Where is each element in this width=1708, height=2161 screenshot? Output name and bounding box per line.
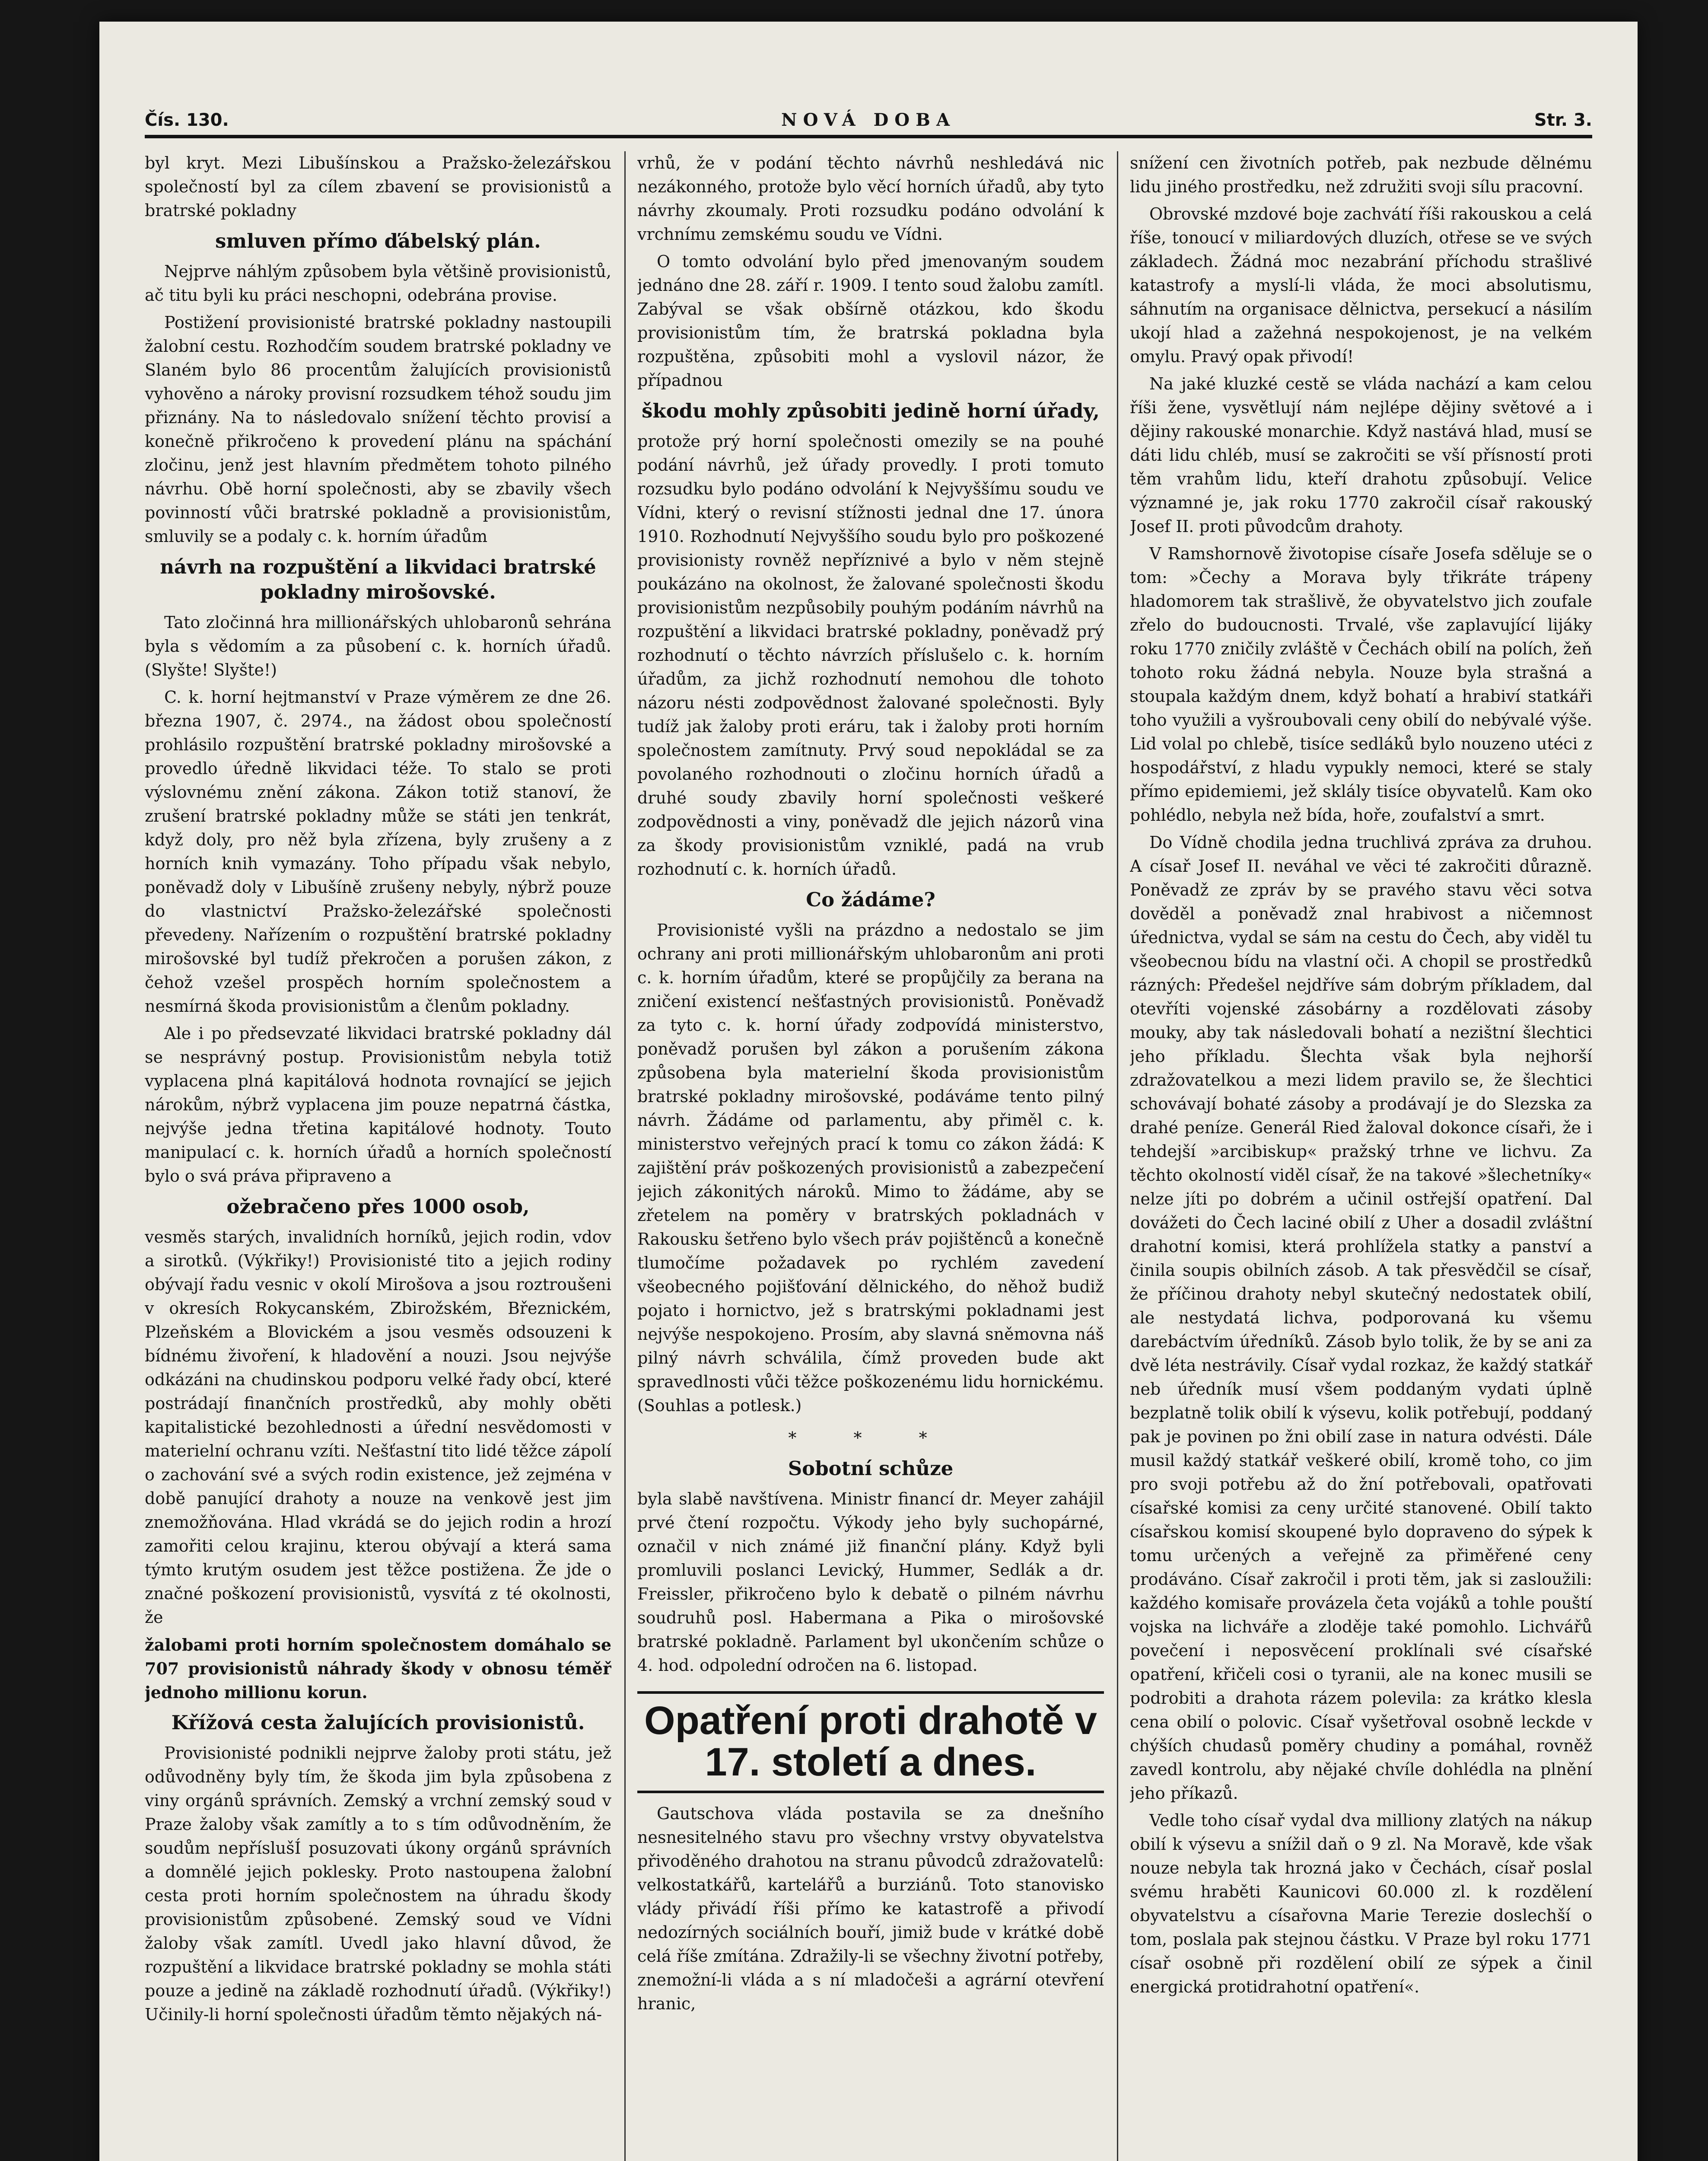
paragraph: Na jaké kluzké cestě se vláda nachází a kam celou říši žene, vysvětlují nám nejlépe dějiny světové a i dějiny rakouské monarchie. Když nastává hlad, musí se dáti lidu chléb, musí se zakročiti se vší přísností proti těm vrahům lidu, kteří drahotu způsobují. Velice významné je, jak roku 1770 zakročil císař rakouský Josef II. proti původcům drahoty. xyxy=(1130,374,1592,536)
paragraph: byla slabě navštívena. Ministr financí dr. Meyer zahájil prvé čtení rozpočtu. Výkody jeho byly suchopárné, označil v nich známé již finanční plány. Když byli promluvili poslanci Levický, Hummer, Sedlák a dr. Freissler, přikročeno bylo k debatě o pilném návrhu soudruhů posl. Habermana a Pika o mirošovské bratrské pokladně. Parlament byl ukončením schůze o 4. hod. odpolední odročen na 6. listopad. xyxy=(637,1489,1104,1675)
paragraph: Vedle toho císař vydal dva milliony zlatých na nákup obilí k výsevu a snížil daň o 9 zl. Na Moravě, kde však nouze nebyla tak hrozná jako v Čechách, císař poslal svému hraběti Kaunicovi 60.000 zl. k rozdělení obyvatelstvu a císařovna Marie Terezie doslechší o tom, poslala pak stejnou částku. V Praze byl roku 1771 císař osobně při rozdělení obilí ze sýpek a činil energická protidrahotní opatření«. xyxy=(1130,1811,1592,1996)
subheading: škodu mohly způsobiti jedině horní úřady, xyxy=(642,399,1100,422)
paragraph: Postižení provisionisté bratrské pokladny nastoupili žalobní cestu. Rozhodčím soudem bratrské pokladny ve Slaném bylo 86 procentům žalujících provisionistů vyhověno a nároky provisní rozsudkem téhož soudu jim přiznány. Na to následovalo snížení těchto provisí a konečně přikročeno k provedení plánu na spáchání zločinu, jenž jest hlavním předmětem tohoto pilného návrhu. Obě horní společnosti, aby se zbavily všech povinností vůči bratrské pokladně a provisionistům, smluvily se a podaly c. k. horním úřadům xyxy=(145,313,611,546)
column-divider xyxy=(624,151,626,2161)
issue-number: Čís. 130. xyxy=(145,110,229,130)
paragraph: Ale i po předsevzaté likvidaci bratrské pokladny dál se nesprávný postup. Provisionistům nebyla totiž vyplacena plná kapitálová hodnota rovnající se jejich nárokům, nýbrž vyplacena jim pouze nepatrná částka, nejvýše jedna třetina kapitálové hodnoty. Touto manipulací c. k. horních úřadů a horních společností bylo o svá práva připraveno a xyxy=(145,1024,611,1186)
page-header xyxy=(145,102,1592,136)
subheading: Co žádáme? xyxy=(806,888,935,911)
paragraph: snížení cen životních potřeb, pak nezbude dělnému lidu jiného prostředku, než združiti svoji sílu pracovní. xyxy=(1130,153,1592,196)
newspaper-page xyxy=(99,22,1638,2161)
paragraph: vrhů, že v podání těchto návrhů neshledává nic nezákonného, protože bylo věcí horních úřadů, aby tyto návrhy zkoumaly. Proti rozsudku podáno odvolání k vrchnímu zemskému soudu ve Vídni. xyxy=(637,153,1104,244)
paragraph: vesměs starých, invalidních horníků, jejich rodin, vdov a sirotků. (Výkřiky!) Provisionisté tito a jejich rodiny obývají řadu vesnic v okolí Mirošova a jsou roztroušeni v okresích Rokycanském, Zbirožském, Březnickém, Plzeňském a Blovickém a jsou vesměs odsouzeni k bídnému živoření, k hladovění a nouzi. Jsou nejvýše odkázáni na chudinskou podporu velké řady obcí, které postrádají finančních prostředků, aby mohly oběti kapitalistické bezohlednosti a úřední nesvědomosti v materielní ochranu vzíti. Nešťastní tito lidé těžce zápolí o zachování své a svých rodin existence, jež zejména v době panující drahoty a nouze na venkově jest jim znemožňována. Hlad vkrádá se do jejich rodin a hrozí zamořiti celou krajinu, kterou obývají a která sama týmto krutým osudem jest těžce postižena. Že jde o značné poškození provisionistů, vysvítá z té okolnosti, že xyxy=(145,1227,611,1627)
page-number: Str. 3. xyxy=(1534,110,1592,130)
article-headline: Opatření proti drahotě v 17. století a dnes. xyxy=(637,1691,1104,1793)
column-1 xyxy=(145,151,611,2161)
subheading: Křížová cesta žalujících provisionistů. xyxy=(171,1711,585,1734)
column-divider xyxy=(1117,151,1118,2161)
header-rule xyxy=(145,135,1592,138)
column-2 xyxy=(637,151,1104,2161)
paragraph: V Ramshornově životopise císaře Josefa sděluje se o tom: »Čechy a Morava byly třikráte trápeny hladomorem tak strašlivě, že obyvatelstvo jich zoufale zřelo do budoucnosti. Trvalé, vše zaplavující lijáky roku 1770 zničily zvláště v Čechách obilí na polích, žeň tohoto roku žádná nebyla. Nouze byla strašná a stoupala každým dnem, když bohatí a hrabiví statkáři toho využili a vyšroubovali ceny obilí do nebývalé výše. Lid volal po chlebě, tisíce sedláků bylo nouzeno utéci z hospodářství, z hladu vypukly nemoci, které se staly přímo epidemiemi, jež sklály tisíce obyvatelů. Kam oko pohlédlo, nebyla než bída, hoře, zoufalství a smrt. xyxy=(1130,544,1592,825)
paragraph: Nejprve náhlým způsobem byla většině provisionistů, ač titu byli ku práci neschopni, odebrána provise. xyxy=(145,262,611,305)
paragraph: Provisionisté podnikli nejprve žaloby proti státu, jež odůvodněny byly tím, že škoda jim byla způsobena z viny orgánů správních. Zemský a vrchní zemský soud v Praze žaloby však zamítly a to s tím odůvodněním, že soudům nepříslušÍ posuzovati úkony orgánů správních a domnělé jejich poklesky. Proto nastoupena žalobní cesta proti horním společnostem na úhradu škody provisionistům způsobené. Zemský soud ve Vídni žaloby však zamítl. Uvedl jako hlavní důvod, že rozpuštění a likvidace bratrské pokladny se mohla státi pouze a jedině na základě rozhodnutí úřadů. (Výkřiky!) Učinily-li horní společnosti úřadům těmto nějakých ná- xyxy=(145,1743,611,2024)
subheading: ožebračeno přes 1000 osob, xyxy=(226,1195,530,1218)
subheading: Sobotní schůze xyxy=(788,1457,954,1480)
paragraph: Provisionisté vyšli na prázdno a nedostalo se jim ochrany ani proti millionářským uhlobaronům ani proti c. k. horním úřadům, které se propůjčily za berana na zničení existencí nešťastných provisionistů. Poněvadž za tyto c. k. horní úřady zodpovídá ministerstvo, poněvadž porušen byl zákon a porušením zákona způsobena byla materielní škoda provisionistům bratrské pokladny mirošovské, podáváme tento pilný návrh. Žádáme od parlamentu, aby přiměl c. k. ministerstvo veřejných prací k tomu co zákon žádá: K zajištění práv poškozených provisionistů a zabezpečení jejich zákonitých nároků. Mimo to žádáme, aby se zřetelem na poměry v bratrských pokladnách v Rakousku šetřeno bylo všech práv pojištěnců a konečně tlumočíme požadavek po rychlém zavedení všeobecného pojišťování dělnického, do něhož budiž pojato i hornictvo, jež s bratrskými pokladnami jest nejvýše nespokojeno. Prosím, aby slavná sněmovna náš pilný návrh schválila, čímž proveden bude akt spravedlnosti vůči těžce poškozenému lidu hornickému. (Souhlas a potlesk.) xyxy=(637,921,1104,1415)
subheading: návrh na rozpuštění a likvidaci bratrské pokladny mirošovské. xyxy=(160,555,596,603)
paragraph: protože prý horní společnosti omezily se na pouhé podání návrhů, jež úřady provedly. I proti tomuto rozsudku bylo podáno odvolání k Nejvyššímu soudu ve Vídni, který o revisní stížnosti jednal dne 17. února 1910. Rozhodnutí Nejvyššího soudu bylo pro poškozené provisionisty rovněž nepříznivé a bylo v něm stejně poukázáno na okolnost, že žalované společnosti škodu provisionistům nezpůsobily pouhým podáním návrhů na rozpuštění a likvidaci bratrské pokladny, poněvadž prý rozhodnutí o těchto návrzích příslušelo c. k. horním úřadům, za jichž rozhodnutí nemohou dle tohoto názoru nésti zodpovědnost žalované společnosti. Byly tudíž jak žaloby proti eráru, tak i žaloby proti horním společnostem zamítnuty. Prvý soud nepokládal se za povolaného rozhodnouti o zločinu horních úřadů a druhé soudy zbavily horní společnosti veškeré zodpovědnosti a viny, poněvadž dle jejich názorů vina za škody provisionistům vzniklé, padá na vrub rozhodnutí c. k. horních úřadů. xyxy=(637,432,1104,879)
section-separator: * * * xyxy=(788,1428,953,1447)
paragraph: C. k. horní hejtmanství v Praze výměrem ze dne 26. března 1907, č. 2974., na žádost obou společností prohlásilo rozpuštění bratrské pokladny mirošovské a provedlo úředně likvidaci téže. To stalo se proti výslovnému znění zákona. Zákon totiž stanoví, že zrušení bratrské pokladny může se státi jen tenkrát, když doly, pro něž byla zřízena, byly zrušeny a z horních knih vymazány. Toho případu však nebylo, poněvadž doly v Libušíně zrušeny nebyly, nýbrž pouze do vlastnictví Pražsko-železářské společnosti převedeny. Nařízením o rozpuštění bratrské pokladny mirošovské byl tudíž překročen a porušen zákon, z čehož vzešel prospěch horním společnostem a nesmírná škoda provisionistům a členům pokladny. xyxy=(145,688,611,1016)
paragraph: O tomto odvolání bylo před jmenovaným soudem jednáno dne 28. září r. 1909. I tento soud žalobu zamítl. Zabýval se však obšírně otázkou, kdo škodu provisionistům tím, že bratrská pokladna byla rozpuštěna, způsobiti mohl a vyslovil názor, že případnou xyxy=(637,252,1104,390)
subheading: smluven přímo ďábelský plán. xyxy=(215,229,541,252)
paragraph: byl kryt. Mezi Libušínskou a Pražsko-železářskou společností byl za cílem zbavení se provisionistů a bratrské pokladny xyxy=(145,153,611,220)
paragraph: Tato zločinná hra millionářských uhlobaronů sehrána byla s vědomím a za působení c. k. horních úřadů. (Slyšte! Slyšte!) xyxy=(145,613,611,679)
masthead: NOVÁ DOBA xyxy=(781,110,956,130)
paragraph: Gautschova vláda postavila se za dnešního nesnesitelného stavu pro všechny vrstvy obyvatelstva přivoděného drahotou na stranu původců zdražovatelů: velkostatkářů, kartelářů a burziánů. Toto stanovisko vlády přivádí říši přímo ke katastrofě a přivodí nedozírných sociálních bouří, jimiž bude v krátké době celá říše zmítána. Zdražily-li se všechny životní potřeby, znemožní-li vláda a s ní mladočeši a agrární otevření hranic, xyxy=(637,1804,1104,2013)
paragraph: Do Vídně chodila jedna truchlivá zpráva za druhou. A císař Josef II. neváhal ve věci té zakročiti důrazně. Poněvadž ze zpráv by se pravého stavu věci sotva dověděl a poněvadž znal hrabivost a ničemnost úřednictva, vydal se sám na cestu do Čech, aby viděl tu všeobecnou bídu na vlastní oči. A chopil se prostředků rázných: Předešel nejdříve sám dobrým příkladem, dal otevříti vojenské zásobárny a rozdělovati zásoby mouky, aby tak následovali bohatí a nezištní šlechtici jeho příkladu. Šlechta však byla nejhorší zdražovatelkou a mezi lidem pravilo se, že šlechtici schovávají bohaté zásoby a prodávají je do Slezska za drahé peníze. Generál Ried žaloval dokonce císaři, že i tehdejší »arcibiskup« pražský trhne ve lichvu. Za těchto okolností viděl císař, že na takové »šlechetníky« nelze jíti po dobrém a učinil ostřejší opatření. Dal dovážeti do Čech laciné obilí z Uher a dosadil zvláštní drahotní komisi, která prohlížela statky a panství a činila soupis obilních zásob. A tak přesvědčil se císař, že příčinou drahoty nebyl skutečný nedostatek obilí, ale nestydatá lichva, podporovaná ku všemu darebáctvím úředníků. Zásob bylo tolik, že by se ani za dvě léta nestrávily. Císař vydal rozkaz, že každý statkář neb úředník musí všem poddaným vydati úplně bezplatně tolik obilí k výsevu, kolik potřebují, poddaný pak je povinen po žni obilí zase in natura odvésti. Dále musil každý statkář veškeré obilí, kromě toho, co jim pro svoji potřebu až do žní potřebovali, opatřovati císařské komisi za ceny určité stanovené. Obilí takto císařskou komisí skoupené bylo dopraveno do sýpek k tomu určených a veřejně za přiměřené ceny prodáváno. Císař zakročil i proti těm, jak si zasloužili: každého komisaře provázela četa vojáků a tohle pouští vojska na lichváře a zloděje také pomohlo. Lichvářů povečení i neposvěcení proklínali své císařské opatření, křičeli cosi o tyranii, ale na konec musili se podrobiti a drahota rázem polevila: za krátko klesla cena obilí o polovic. Císař vyšetřoval osobně leckde v chýších chudasů poměry chudiny a pomáhal, rovněž zavedl kontrolu, aby nějaké chvíle dohlédla na plnění jeho příkazů. xyxy=(1130,833,1592,1803)
column-3 xyxy=(1130,151,1592,2161)
paragraph: Obrovské mzdové boje zachvátí říši rakouskou a celá říše, tonoucí v miliardových dluzích, otřese se ve svých základech. Žádná moc nezabrání příchodu strašlivé katastrofy a myslí-li vláda, že moci absolutismu, sáhnutím na organisace dělnictva, persekucí a násilím ukojí hlad a zažehná nespokojenost, je na velkém omylu. Pravý opak přivodí! xyxy=(1130,204,1592,366)
bold-paragraph: žalobami proti horním společnostem domáhalo se 707 provisionistů náhrady škody v obnosu téměř jednoho millionu korun. xyxy=(145,1635,611,1702)
